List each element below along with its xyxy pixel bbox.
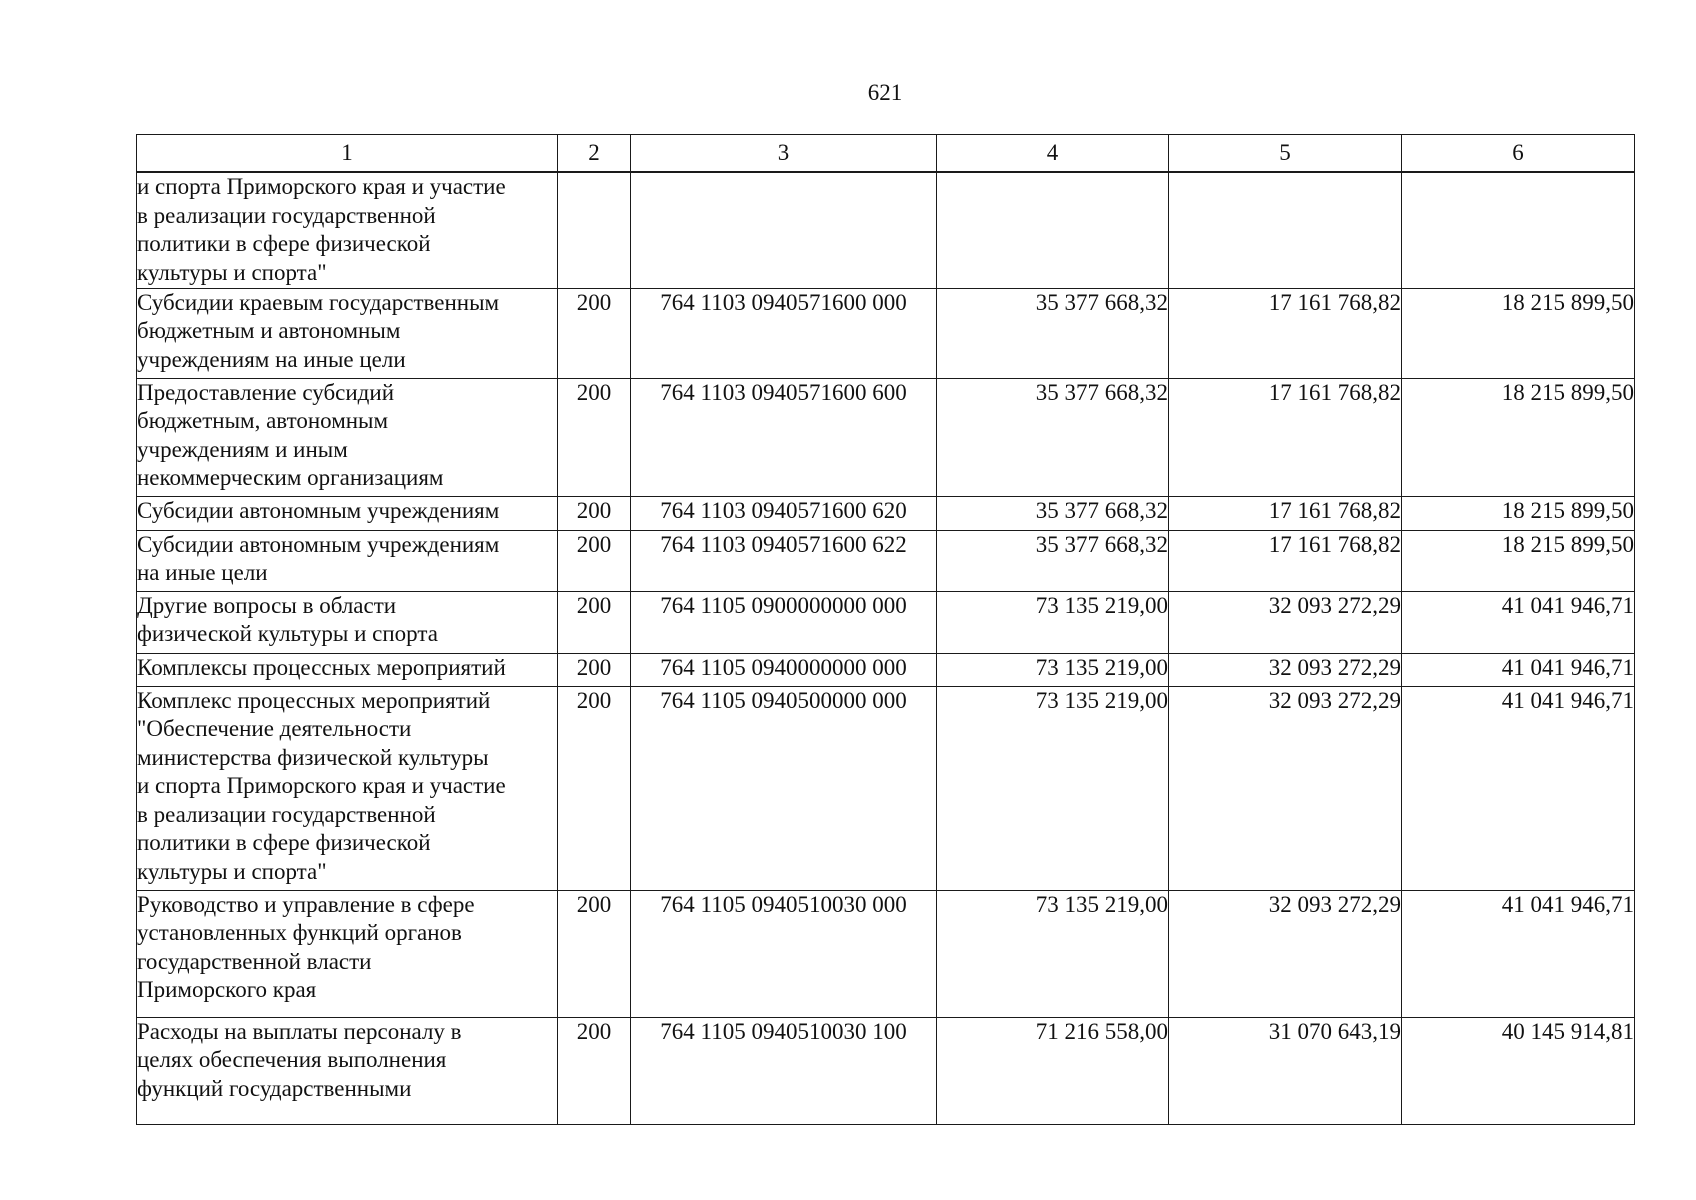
description-line: Приморского края (137, 977, 317, 1002)
description-line: бюджетным, автономным (137, 408, 389, 433)
row-amount-col-5: 17 161 768,82 (1169, 530, 1402, 591)
table-row (137, 890, 1635, 1017)
row-code: 200 (558, 1017, 631, 1124)
header-col-4: 4 (937, 135, 1169, 173)
budget-table (136, 134, 1635, 1125)
row-description (137, 496, 558, 530)
row-classification: 764 1103 0940571600 620 (631, 496, 937, 530)
description-line: и спорта Приморского края и участие (137, 174, 506, 199)
row-classification: 764 1105 0940000000 000 (631, 653, 937, 686)
description-line: функций государственными (137, 1075, 412, 1101)
row-amount-col-4: 35 377 668,32 (937, 288, 1169, 378)
description-line: "Обеспечение деятельности (137, 716, 412, 741)
row-amount-col-5: 32 093 272,29 (1169, 890, 1402, 1017)
row-amount-col-5: 32 093 272,29 (1169, 591, 1402, 653)
row-amount-col-5: 17 161 768,82 (1169, 378, 1402, 496)
table-row (137, 1017, 1635, 1124)
description-line: культуры и спорта" (137, 858, 327, 884)
header-col-6: 6 (1402, 135, 1635, 173)
row-classification: 764 1105 0940510030 100 (631, 1017, 937, 1124)
row-classification: 764 1103 0940571600 622 (631, 530, 937, 591)
description-line: целях обеспечения выполнения (137, 1047, 447, 1072)
row-classification: 764 1105 0940500000 000 (631, 686, 937, 890)
description-line: учреждениям на иные цели (137, 346, 406, 372)
header-col-2: 2 (558, 135, 631, 173)
table-row (137, 378, 1635, 496)
table-row (137, 686, 1635, 890)
row-amount-col-4: 35 377 668,32 (937, 378, 1169, 496)
row-amount-col-4: 35 377 668,32 (937, 496, 1169, 530)
row-amount-col-6: 18 215 899,50 (1402, 530, 1635, 591)
row-description (137, 378, 558, 496)
table-row (137, 653, 1635, 686)
description-line: учреждениям и иным (137, 436, 348, 462)
row-amount-col-6: 41 041 946,71 (1402, 591, 1635, 653)
table-row (137, 172, 1635, 288)
table-row (137, 530, 1635, 591)
row-code: 200 (558, 686, 631, 890)
row-amount-col-4 (937, 172, 1169, 288)
row-code: 200 (558, 496, 631, 530)
description-line: Субсидии автономным учреждениям (137, 531, 500, 557)
description-line: Другие вопросы в области (137, 592, 397, 618)
header-col-5: 5 (1169, 135, 1402, 173)
row-amount-col-4: 73 135 219,00 (937, 890, 1169, 1017)
row-amount-col-5: 31 070 643,19 (1169, 1017, 1402, 1124)
description-line: Субсидии краевым государственным (137, 289, 500, 315)
description-line: Комплекс процессных мероприятий (137, 687, 491, 713)
row-classification (631, 172, 937, 288)
table-header-row (137, 135, 1635, 173)
row-code: 200 (558, 288, 631, 378)
row-description (137, 1017, 558, 1124)
row-classification: 764 1105 0900000000 000 (631, 591, 937, 653)
row-amount-col-6: 41 041 946,71 (1402, 653, 1635, 686)
description-line: Предоставление субсидий (137, 379, 394, 405)
row-amount-col-6 (1402, 172, 1635, 288)
description-line: государственной власти (137, 948, 372, 974)
row-description (137, 172, 558, 288)
description-line: на иные цели (137, 560, 268, 585)
description-line: некоммерческим организациям (137, 465, 444, 490)
description-line: в реализации государственной (137, 202, 436, 228)
row-classification: 764 1103 0940571600 000 (631, 288, 937, 378)
description-line: Расходы на выплаты персоналу в (137, 1018, 462, 1044)
table-body (137, 172, 1635, 1124)
row-code: 200 (558, 890, 631, 1017)
description-line: министерства физической культуры (137, 744, 489, 770)
row-code: 200 (558, 378, 631, 496)
row-amount-col-6: 41 041 946,71 (1402, 890, 1635, 1017)
row-description (137, 653, 558, 686)
row-amount-col-5: 32 093 272,29 (1169, 653, 1402, 686)
description-line: физической культуры и спорта (137, 621, 438, 646)
row-amount-col-6: 41 041 946,71 (1402, 686, 1635, 890)
row-code: 200 (558, 653, 631, 686)
description-line: культуры и спорта" (137, 259, 327, 285)
description-line: Руководство и управление в сфере (137, 891, 475, 917)
row-code (558, 172, 631, 288)
table-row (137, 591, 1635, 653)
row-amount-col-6: 18 215 899,50 (1402, 378, 1635, 496)
row-amount-col-6: 40 145 914,81 (1402, 1017, 1635, 1124)
row-code: 200 (558, 530, 631, 591)
row-classification: 764 1105 0940510030 000 (631, 890, 937, 1017)
header-col-3: 3 (631, 135, 937, 173)
row-amount-col-4: 73 135 219,00 (937, 591, 1169, 653)
row-description (137, 288, 558, 378)
row-amount-col-6: 18 215 899,50 (1402, 496, 1635, 530)
page-number: 621 (867, 80, 903, 105)
row-amount-col-5: 17 161 768,82 (1169, 288, 1402, 378)
row-amount-col-4: 35 377 668,32 (937, 530, 1169, 591)
description-line: политики в сфере физической (137, 231, 431, 256)
row-amount-col-5: 17 161 768,82 (1169, 496, 1402, 530)
row-description (137, 686, 558, 890)
row-description (137, 591, 558, 653)
row-amount-col-6: 18 215 899,50 (1402, 288, 1635, 378)
row-description (137, 890, 558, 1017)
table-row (137, 496, 1635, 530)
description-line: Комплексы процессных мероприятий (137, 654, 506, 680)
description-line: политики в сфере физической (137, 830, 431, 855)
row-amount-col-5 (1169, 172, 1402, 288)
row-description (137, 530, 558, 591)
table-row (137, 288, 1635, 378)
row-amount-col-4: 73 135 219,00 (937, 686, 1169, 890)
row-amount-col-4: 73 135 219,00 (937, 653, 1169, 686)
row-code: 200 (558, 591, 631, 653)
description-line: установленных функций органов (137, 920, 462, 945)
row-classification: 764 1103 0940571600 600 (631, 378, 937, 496)
description-line: Субсидии автономным учреждениям (137, 497, 500, 523)
header-col-1: 1 (137, 135, 558, 173)
description-line: бюджетным и автономным (137, 318, 401, 343)
row-amount-col-4: 71 216 558,00 (937, 1017, 1169, 1124)
description-line: в реализации государственной (137, 801, 436, 827)
row-amount-col-5: 32 093 272,29 (1169, 686, 1402, 890)
description-line: и спорта Приморского края и участие (137, 773, 506, 798)
